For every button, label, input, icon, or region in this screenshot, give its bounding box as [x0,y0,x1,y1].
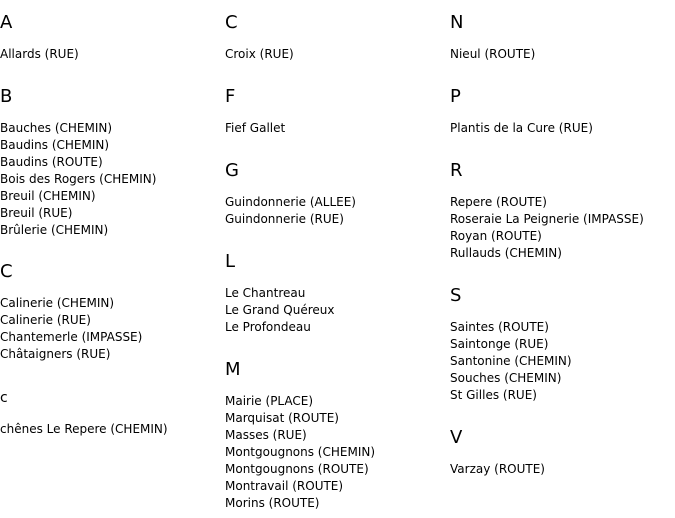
street-list [225,194,450,228]
street-name: chênes Le Repere (CHEMIN) [0,422,168,436]
street-list [450,194,675,262]
street-name: Plantis de la Cure (RUE) [450,121,593,135]
section-letter: P [450,86,461,107]
street-name: Le Profondeau [225,320,311,334]
street-list [225,120,450,137]
section-letter: N [450,12,464,33]
street-name: Le Grand Quéreux [225,303,335,317]
street-name: Breuil (CHEMIN) [0,189,96,203]
street-name: Masses (RUE) [225,428,307,442]
section-letter: C [225,12,238,33]
street-name: Baudins (ROUTE) [0,155,103,169]
street-name: Fief Gallet [225,121,286,135]
street-name: Marquisat (ROUTE) [225,411,339,425]
street-list [0,120,225,239]
street-list [450,46,675,63]
section-letter: L [225,251,236,272]
street-list [0,421,225,438]
street-name: Bauches (CHEMIN) [0,121,113,135]
street-name: Morins (ROUTE) [225,496,320,510]
section-letter: G [225,160,239,181]
street-name: Baudins (CHEMIN) [0,138,110,152]
street-list [0,295,225,363]
street-name: Calinerie (CHEMIN) [0,296,115,310]
section-letter: R [450,160,463,181]
street-name: Repere (ROUTE) [450,195,547,209]
street-name: Saintes (ROUTE) [450,320,549,334]
street-name: St Gilles (RUE) [450,388,537,402]
section-letter: F [225,86,236,107]
street-name: Châtaigners (RUE) [0,347,111,361]
street-name: Allards (RUE) [0,47,79,61]
street-name: Calinerie (RUE) [0,313,91,327]
street-list [225,393,450,512]
street-list [225,285,450,336]
street-list [450,461,675,478]
section-letter: B [0,86,13,107]
street-list [450,319,675,404]
street-name: Saintonge (RUE) [450,337,549,351]
street-name: Souches (CHEMIN) [450,371,562,385]
section-letter: V [450,427,463,448]
street-name: Le Chantreau [225,286,306,300]
street-name: Montgougnons (CHEMIN) [225,445,376,459]
street-name: Guindonnerie (RUE) [225,212,344,226]
street-name: Santonine (CHEMIN) [450,354,572,368]
street-name: Royan (ROUTE) [450,229,542,243]
street-list [225,46,450,63]
street-name: Brûlerie (CHEMIN) [0,223,109,237]
section-letter: S [450,285,462,306]
section-letter: C [0,261,13,282]
street-name: Montravail (ROUTE) [225,479,344,493]
street-name: Chantemerle (IMPASSE) [0,330,143,344]
section-letter: c [0,390,8,406]
street-name: Roseraie La Peignerie (IMPASSE) [450,212,644,226]
street-name: Rullauds (CHEMIN) [450,246,562,260]
street-name: Breuil (RUE) [0,206,73,220]
street-name: Nieul (ROUTE) [450,47,536,61]
street-name: Croix (RUE) [225,47,294,61]
section-letter: M [225,359,241,380]
street-list [450,120,675,137]
street-name: Guindonnerie (ALLEE) [225,195,356,209]
street-name: Bois des Rogers (CHEMIN) [0,172,157,186]
section-letter: A [0,12,13,33]
street-name: Mairie (PLACE) [225,394,314,408]
street-list [0,46,225,63]
street-name: Montgougnons (ROUTE) [225,462,369,476]
street-name: Varzay (ROUTE) [450,462,545,476]
